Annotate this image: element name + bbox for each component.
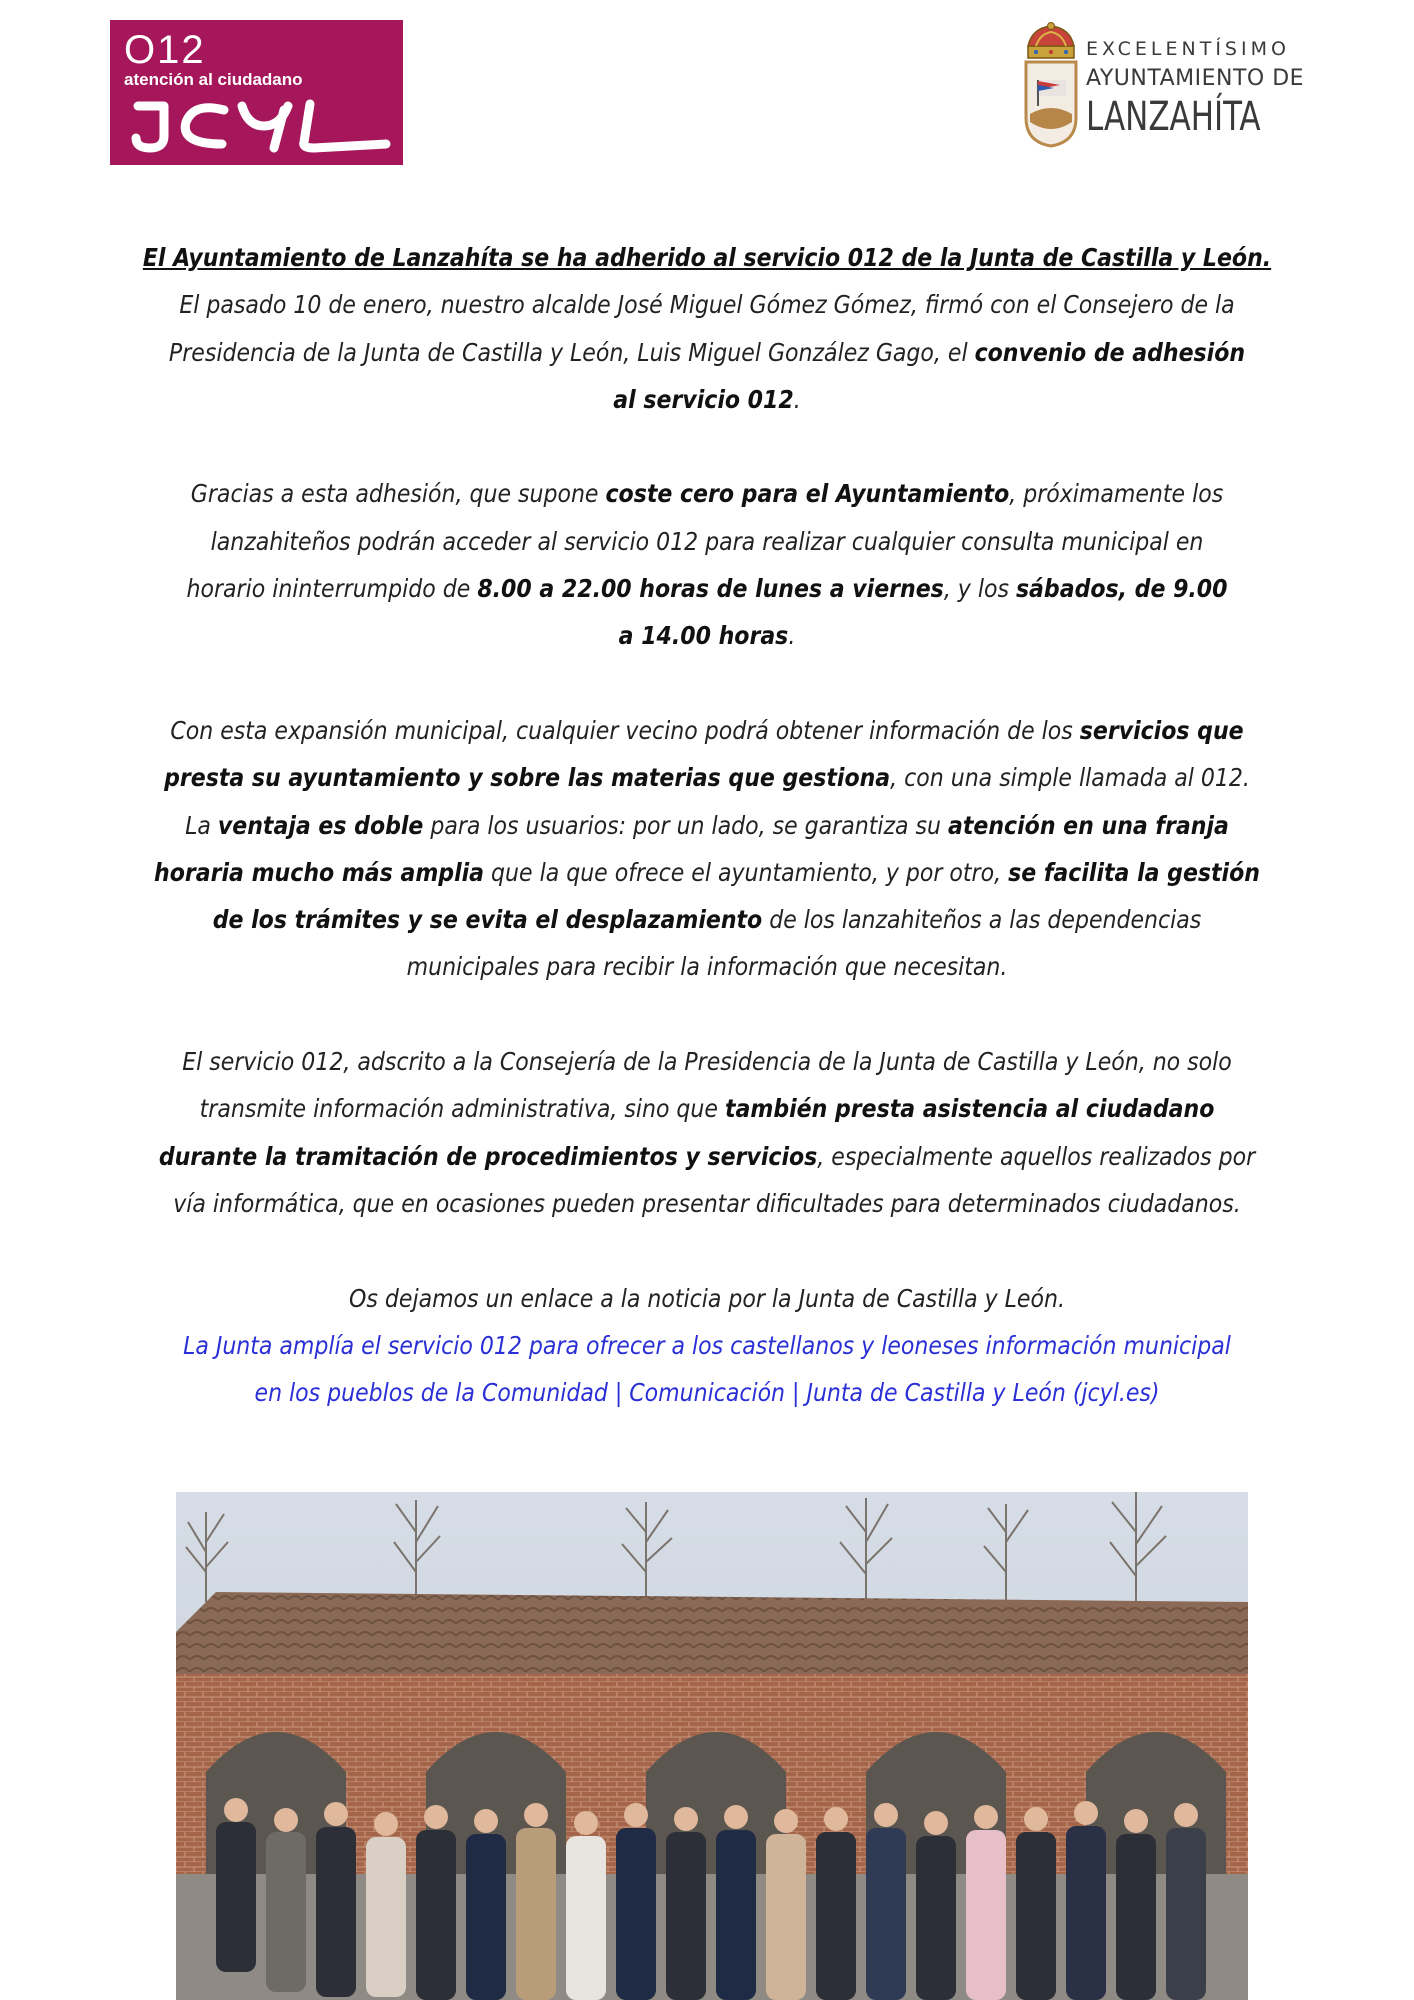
- text-span: , y los: [943, 574, 1016, 604]
- text-line: [118, 612, 1296, 659]
- text-span: de los lanzahiteños a las dependencias: [762, 905, 1202, 935]
- text-line: vía informática, que en ocasiones pueden presentar dificultades para determinados ciudadanos.: [173, 1188, 1241, 1218]
- bold-text: 8.00 a 22.00 horas de lunes a viernes: [477, 574, 944, 604]
- article-body: [118, 234, 1296, 1416]
- logo-line-excelentisimo: EXCELENTÍSIMO: [1086, 38, 1290, 60]
- bold-text: de los trámites y se evita el desplazamiento: [212, 905, 763, 935]
- logo-012-number: O12: [124, 28, 206, 72]
- text-line: [118, 376, 1296, 423]
- paragraph-benefits: [118, 470, 1296, 659]
- text-line: [118, 849, 1296, 896]
- article-title: El Ayuntamiento de Lanzahíta se ha adherido al servicio 012 de la Junta de Castilla y León.: [142, 243, 1272, 272]
- bold-text: coste cero para el Ayuntamiento: [605, 479, 1010, 509]
- paragraph-signing: [118, 281, 1296, 423]
- text-line: municipales para recibir la información que necesitan.: [406, 952, 1008, 982]
- coat-of-arms-icon: [1022, 22, 1080, 152]
- paragraph-expansion: [118, 707, 1296, 991]
- lanzahita-logo: [1018, 20, 1304, 155]
- bold-text: servicios que: [1079, 715, 1244, 745]
- text-line: [118, 707, 1296, 754]
- bold-text: también presta asistencia al ciudadano: [724, 1094, 1215, 1124]
- text-span: que la que ofrece el ayuntamiento, y por otro,: [484, 857, 1009, 887]
- bold-text: presta su ayuntamiento y sobre las materias que gestiona: [164, 763, 891, 793]
- text-line: El pasado 10 de enero, nuestro alcalde José Miguel Gómez Gómez, firmó con el Consejero de la: [179, 290, 1235, 320]
- news-link-line1[interactable]: La Junta amplía el servicio 012 para ofrecer a los castellanos y leoneses información municipal: [183, 1330, 1231, 1360]
- text-line: [118, 802, 1296, 849]
- text-span: transmite información administrativa, sino que: [199, 1094, 725, 1124]
- text-line: [118, 896, 1296, 943]
- logo-line-ayuntamiento: AYUNTAMIENTO DE: [1086, 66, 1305, 91]
- bold-text: al servicio 012: [613, 384, 794, 414]
- text-span: Gracias a esta adhesión, que supone: [190, 479, 606, 509]
- text-line: lanzahiteños podrán acceder al servicio 012 para realizar cualquier consulta municipal en: [210, 526, 1204, 556]
- text-span: , especialmente aquellos realizados por: [817, 1141, 1256, 1171]
- text-line: [118, 470, 1296, 517]
- text-span: , con una simple llamada al 012.: [890, 763, 1250, 793]
- bold-text: atención en una franja: [948, 810, 1229, 840]
- text-line: [118, 565, 1296, 612]
- text-line: [118, 754, 1296, 801]
- text-line: [118, 329, 1296, 376]
- group-photo-illustration: [176, 1492, 1248, 2000]
- group-photo-image: [176, 1492, 1248, 2000]
- text-span: Presidencia de la Junta de Castilla y León, Luis Miguel González Gago, el: [168, 337, 975, 367]
- text-line: El servicio 012, adscrito a la Consejería de la Presidencia de la Junta de Castilla y León, no solo: [182, 1047, 1232, 1077]
- jcyl-012-logo: [110, 20, 403, 165]
- text-line: [118, 1133, 1296, 1180]
- bold-text: a 14.00 horas: [618, 621, 789, 651]
- bold-text: se facilita la gestión: [1008, 857, 1260, 887]
- text-span: para los usuarios: por un lado, se garantiza su: [423, 810, 948, 840]
- bold-text: convenio de adhesión: [974, 337, 1246, 367]
- bold-text: durante la tramitación de procedimientos y servicios: [158, 1141, 818, 1171]
- text-line: [118, 1085, 1296, 1132]
- logo-line-lanzahita: LANZAHÍTA: [1086, 94, 1261, 140]
- news-link-line2[interactable]: en los pueblos de la Comunidad | Comunicación | Junta de Castilla y León (jcyl.es): [254, 1378, 1160, 1408]
- text-span: .: [793, 384, 801, 414]
- link-intro: Os dejamos un enlace a la noticia por la Junta de Castilla y León.: [349, 1283, 1065, 1313]
- bold-text: sábados, de 9.00: [1015, 574, 1228, 604]
- logo-012-tagline: atención al ciudadano: [124, 70, 303, 89]
- text-span: Con esta expansión municipal, cualquier vecino podrá obtener información de los: [170, 715, 1080, 745]
- paragraph-service: [118, 1038, 1296, 1227]
- paragraph-link: [118, 1275, 1296, 1417]
- jcyl-wordmark-icon: [124, 96, 394, 156]
- text-span: .: [788, 621, 796, 651]
- bold-text: ventaja es doble: [217, 810, 424, 840]
- text-span: La: [185, 810, 218, 840]
- bold-text: horaria mucho más amplia: [154, 857, 485, 887]
- text-span: horario ininterrumpido de: [186, 574, 478, 604]
- text-span: , próximamente los: [1009, 479, 1224, 509]
